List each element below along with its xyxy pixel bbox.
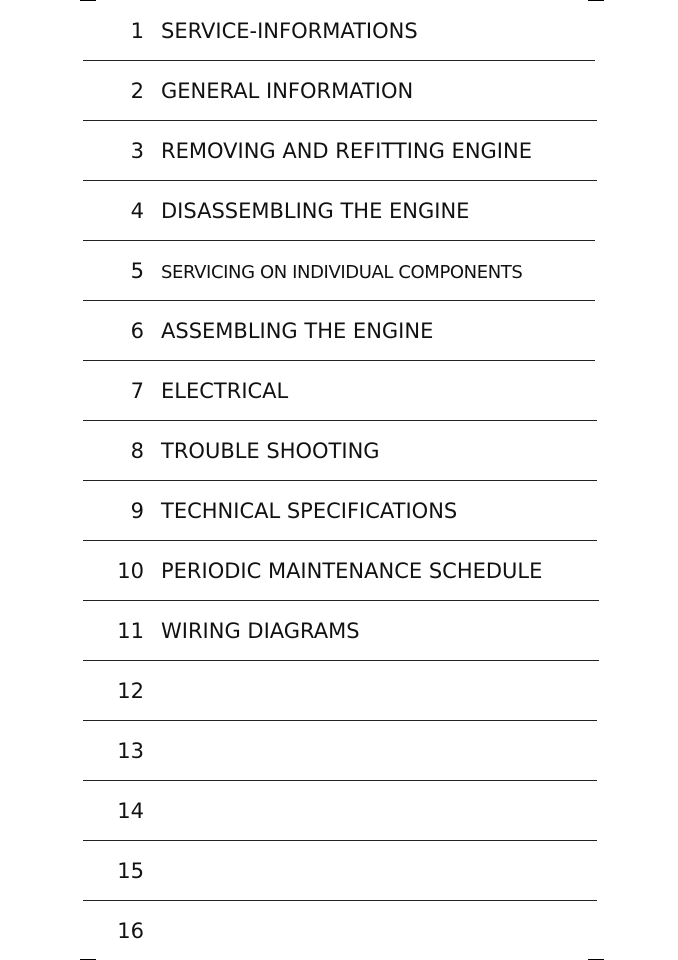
- toc-row-2[interactable]: [0, 60, 678, 120]
- toc-row-12[interactable]: [0, 660, 678, 720]
- toc-row-1[interactable]: [0, 0, 678, 60]
- toc-row-14[interactable]: [0, 780, 678, 840]
- chapter-number: 2: [130, 79, 144, 103]
- chapter-title: WIRING DIAGRAMS: [161, 619, 360, 643]
- toc-row-9[interactable]: [0, 480, 678, 540]
- chapter-title: REMOVING AND REFITTING ENGINE: [161, 139, 532, 163]
- chapter-number: 8: [130, 439, 144, 463]
- chapter-number: 7: [130, 379, 144, 403]
- chapter-title: GENERAL INFORMATION: [161, 79, 414, 103]
- toc-row-8[interactable]: [0, 420, 678, 480]
- chapter-number: 3: [130, 139, 144, 163]
- toc-row-13[interactable]: [0, 720, 678, 780]
- chapter-number: 5: [130, 259, 144, 283]
- chapter-title: ASSEMBLING THE ENGINE: [161, 319, 434, 343]
- toc-row-10[interactable]: [0, 540, 678, 600]
- toc-row-7[interactable]: [0, 360, 678, 420]
- toc-row-4[interactable]: [0, 180, 678, 240]
- chapter-number: 12: [117, 679, 144, 703]
- chapter-number: 4: [130, 199, 144, 223]
- chapter-number: 10: [117, 559, 144, 583]
- chapter-title: SERVICING ON INDIVIDUAL COMPONENTS: [161, 262, 523, 283]
- toc-row-5[interactable]: [0, 240, 678, 300]
- chapter-number: 15: [117, 859, 144, 883]
- chapter-number: 13: [117, 739, 144, 763]
- chapter-number: 11: [117, 619, 144, 643]
- chapter-number: 9: [130, 499, 144, 523]
- chapter-title: TECHNICAL SPECIFICATIONS: [161, 499, 458, 523]
- chapter-title: TROUBLE SHOOTING: [161, 439, 380, 463]
- chapter-number: 6: [130, 319, 144, 343]
- chapter-number: 14: [117, 799, 144, 823]
- toc-row-3[interactable]: [0, 120, 678, 180]
- toc-row-15[interactable]: [0, 840, 678, 900]
- toc-row-6[interactable]: [0, 300, 678, 360]
- chapter-title: DISASSEMBLING THE ENGINE: [161, 199, 470, 223]
- toc-row-16[interactable]: [0, 900, 678, 960]
- chapter-title: SERVICE-INFORMATIONS: [161, 19, 418, 43]
- chapter-number: 16: [117, 919, 144, 943]
- toc-row-11[interactable]: [0, 600, 678, 660]
- chapter-title: PERIODIC MAINTENANCE SCHEDULE: [161, 559, 543, 583]
- chapter-number: 1: [130, 19, 144, 43]
- chapter-title: ELECTRICAL: [161, 379, 289, 403]
